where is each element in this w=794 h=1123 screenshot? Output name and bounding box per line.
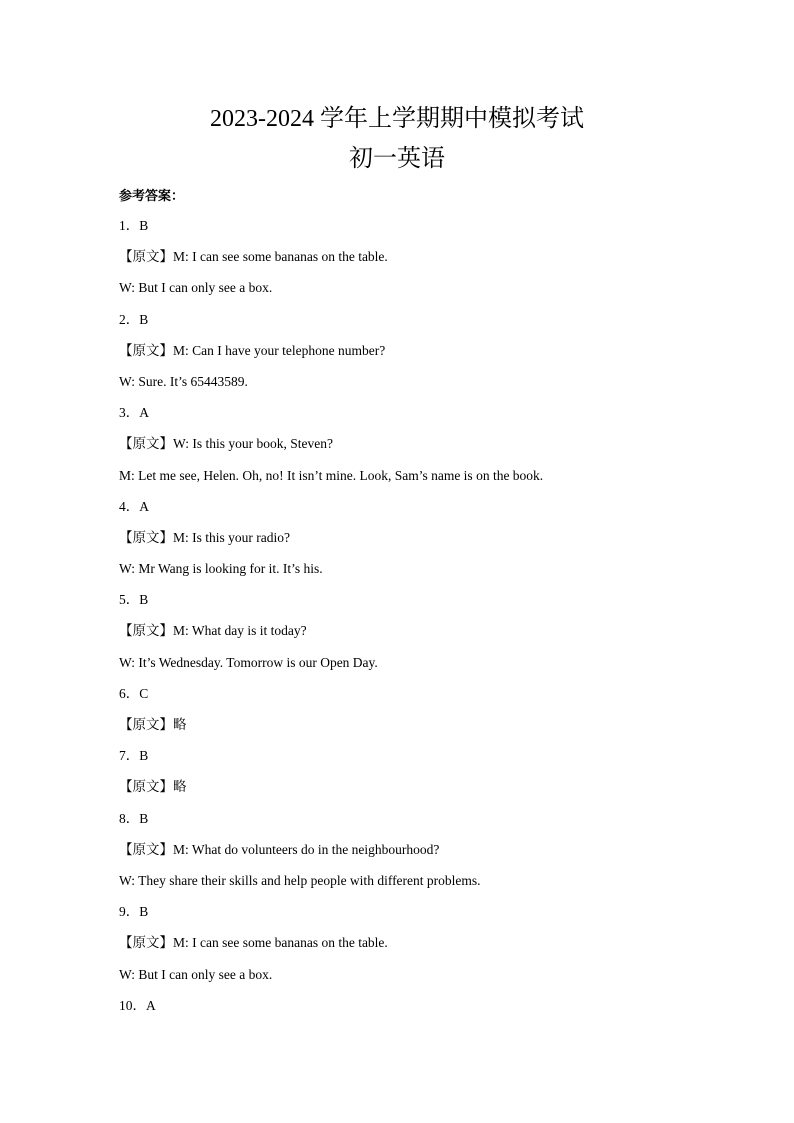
answer-list [119, 210, 719, 1021]
answer-line: 【原文】M: I can see some bananas on the table. [119, 249, 388, 265]
answer-key-label: 参考答案： [119, 189, 185, 204]
document-subtitle: 初一英语 [349, 146, 445, 172]
answer-line: 10．A [119, 997, 156, 1013]
answer-line: W: Mr Wang is looking for it. It’s his. [119, 561, 323, 577]
document-title: 2023-2024 学年上学期期中模拟考试 [210, 106, 584, 132]
answer-line: W: But I can only see a box. [119, 966, 273, 982]
answer-line: 5．B [119, 592, 149, 608]
answer-line: 2．B [119, 311, 149, 327]
answer-line: W: It’s Wednesday. Tomorrow is our Open Day. [119, 654, 378, 670]
answer-line: 3．A [119, 405, 149, 421]
answer-line: W: Sure. It’s 65443589. [119, 373, 248, 389]
answer-line: 【原文】M: What day is it today? [119, 623, 307, 639]
answer-line: 6．C [119, 685, 149, 701]
answer-line: W: But I can only see a box. [119, 280, 273, 296]
answer-line: 【原文】W: Is this your book, Steven? [119, 436, 333, 452]
answer-line: W: They share their skills and help people with different problems. [119, 872, 481, 888]
answer-line: 【原文】M: Can I have your telephone number? [119, 342, 386, 358]
answer-line: 【原文】M: What do volunteers do in the neighbourhood? [119, 841, 440, 857]
answer-line: M: Let me see, Helen. Oh, no! It isn’t mine. Look, Sam’s name is on the book. [119, 467, 544, 483]
answer-line: 4．A [119, 498, 149, 514]
answer-line: 7．B [119, 748, 149, 764]
answer-line: 【原文】M: I can see some bananas on the table. [119, 935, 388, 951]
answer-line: 【原文】略 [119, 717, 187, 732]
answer-line: 9．B [119, 904, 149, 920]
answer-line: 【原文】略 [119, 779, 187, 795]
answer-line: 8．B [119, 810, 149, 826]
answer-line: 1．B [119, 218, 149, 233]
answer-line: 【原文】M: Is this your radio? [119, 529, 290, 545]
